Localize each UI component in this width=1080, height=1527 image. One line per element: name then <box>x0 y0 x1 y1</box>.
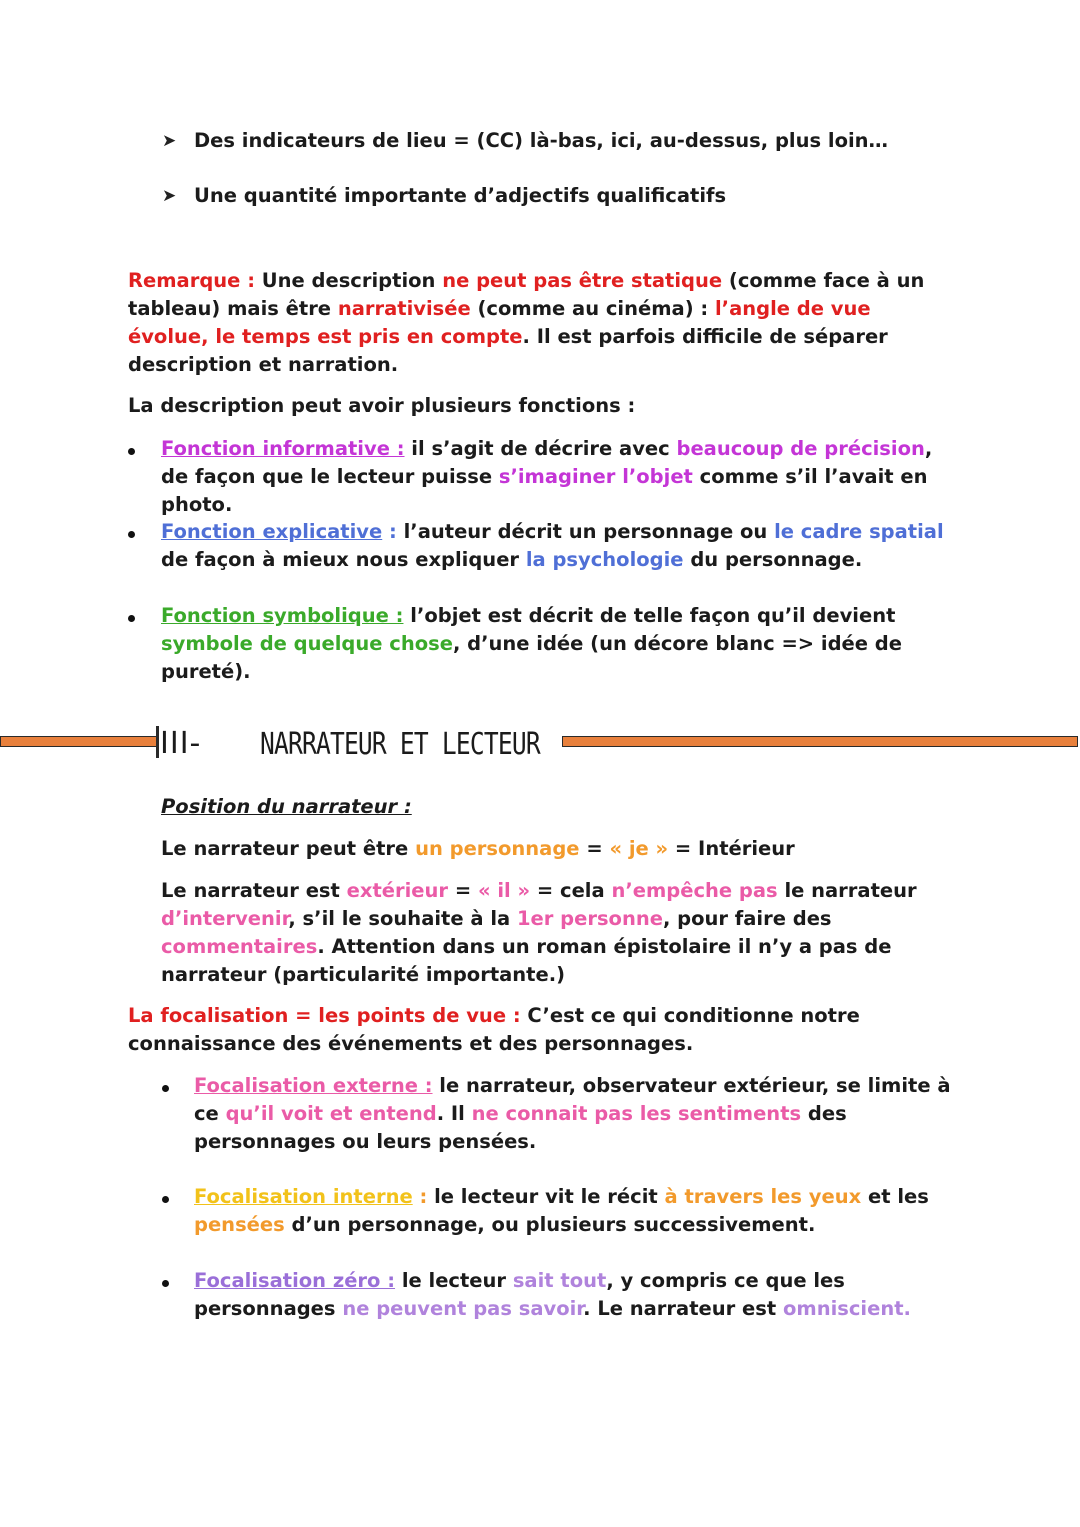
highlight: à travers les yeux <box>664 1185 862 1208</box>
bullet-dot-icon <box>128 531 135 538</box>
fonction-label: Fonction informative : <box>161 437 405 460</box>
section-divider-tick <box>156 726 159 758</box>
focalisation-interne <box>194 1183 954 1239</box>
text: , pour faire des <box>662 907 832 930</box>
section-divider-right <box>562 736 1078 747</box>
text: . Attention dans un roman épistolaire il n’y a pas de narrateur (particularité importante.) <box>161 935 892 986</box>
position-paragraph-2 <box>161 877 921 989</box>
text: Le narrateur peut être <box>161 837 416 860</box>
text: Une description <box>255 269 443 292</box>
highlight: sait tout <box>512 1269 607 1292</box>
text: le narrateur <box>777 879 917 902</box>
highlight: un personnage <box>415 837 580 860</box>
highlight: beaucoup de précision <box>676 437 925 460</box>
highlight: qu’il voit et entend <box>225 1102 437 1125</box>
section-title: NARRATEUR ET LECTEUR <box>260 727 540 762</box>
section-number: III- <box>160 726 202 761</box>
text: et les <box>861 1185 929 1208</box>
text: = <box>579 837 610 860</box>
bullet-dot-icon <box>162 1280 169 1287</box>
highlight: extérieur <box>346 879 449 902</box>
highlight: n’empêche pas <box>611 879 778 902</box>
highlight: symbole de quelque chose <box>161 632 453 655</box>
text: , de façon que le lecteur puisse <box>161 437 933 488</box>
focalisation-externe <box>194 1072 954 1156</box>
highlight: « il » <box>477 879 531 902</box>
text: , s’il le souhaite à la <box>288 907 517 930</box>
highlight: ne peut pas être statique <box>442 269 723 292</box>
highlight: 1er personne <box>516 907 663 930</box>
text: du personnage. <box>683 548 863 571</box>
highlight: commentaires <box>161 935 318 958</box>
text: , y compris ce que les personnages <box>194 1269 845 1320</box>
colon: : <box>412 1185 428 1208</box>
focalisation-zero-label: Focalisation zéro : <box>194 1269 396 1292</box>
position-title: Position du narrateur : <box>161 795 412 818</box>
fonctions-intro: La description peut avoir plusieurs fonctions : <box>128 394 636 417</box>
focalisation-label: La focalisation = les points de vue : <box>128 1004 521 1027</box>
highlight: d’intervenir <box>161 907 289 930</box>
text: comme s’il l’avait en photo. <box>161 465 928 516</box>
list-item: Des indicateurs de lieu = (CC) là-bas, ici, au-dessus, plus loin… <box>194 129 889 152</box>
list-item: Une quantité importante d’adjectifs qualificatifs <box>194 184 727 207</box>
text: = <box>448 879 478 902</box>
focalisation-zero <box>194 1267 954 1323</box>
remarque-label: Remarque : <box>128 269 255 292</box>
fonction-explicative <box>161 518 961 574</box>
text: C’est ce qui conditionne notre connaissance des événements et des personnages. <box>128 1004 860 1055</box>
text: . Le narrateur est <box>583 1297 783 1320</box>
text: l’objet est décrit de telle façon qu’il devient <box>403 604 896 627</box>
text: de façon à mieux nous expliquer <box>161 548 526 571</box>
highlight: ne connait pas les sentiments <box>471 1102 802 1125</box>
bullet-dot-icon <box>128 448 135 455</box>
highlight: omniscient. <box>782 1297 911 1320</box>
text: l’auteur décrit un personnage ou <box>396 520 775 543</box>
highlight: « je » <box>609 837 669 860</box>
remarque-paragraph <box>128 267 948 379</box>
highlight: s’imaginer l’objet <box>498 465 693 488</box>
text: (comme face à un tableau) mais être <box>128 269 925 320</box>
focalisation-paragraph <box>128 1002 868 1058</box>
highlight: ne peuvent pas savoir <box>342 1297 584 1320</box>
text: d’un personnage, ou plusieurs successivement. <box>284 1213 816 1236</box>
bullet-dot-icon <box>162 1085 169 1092</box>
highlight: narrativisée <box>337 297 471 320</box>
highlight: l’angle de vue évolue, le temps est pris en compte <box>128 297 871 348</box>
focalisation-interne-label: Focalisation interne <box>194 1185 413 1208</box>
text: . Il <box>436 1102 472 1125</box>
highlight: pensées <box>194 1213 285 1236</box>
highlight: le cadre spatial <box>774 520 944 543</box>
highlight: la psychologie <box>525 548 684 571</box>
text: le narrateur, observateur extérieur, se limite à ce <box>194 1074 951 1125</box>
text: il s’agit de décrire avec <box>404 437 677 460</box>
bullet-dot-icon <box>162 1196 169 1203</box>
text: le lecteur vit le récit <box>427 1185 665 1208</box>
position-paragraph-1 <box>161 835 961 863</box>
text: le lecteur <box>395 1269 513 1292</box>
colon: : <box>382 520 397 543</box>
arrow-bullet-icon: ➤ <box>162 131 177 151</box>
section-divider-left <box>0 736 157 747</box>
focalisation-externe-label: Focalisation externe : <box>194 1074 433 1097</box>
text: , d’une idée (un décore blanc => idée de pureté). <box>161 632 902 683</box>
bullet-dot-icon <box>128 615 135 622</box>
text: Le narrateur est <box>161 879 347 902</box>
text: (comme au cinéma) : <box>470 297 715 320</box>
text: . Il est parfois difficile de séparer description et narration. <box>128 325 888 376</box>
text: = cela <box>530 879 612 902</box>
fonction-label: Fonction explicative <box>161 520 383 543</box>
text: des personnages ou leurs pensées. <box>194 1102 847 1153</box>
fonction-symbolique <box>161 602 961 686</box>
text: = Intérieur <box>668 837 795 860</box>
fonction-label: Fonction symbolique : <box>161 604 404 627</box>
arrow-bullet-icon: ➤ <box>162 186 177 206</box>
fonction-informative <box>161 435 961 519</box>
